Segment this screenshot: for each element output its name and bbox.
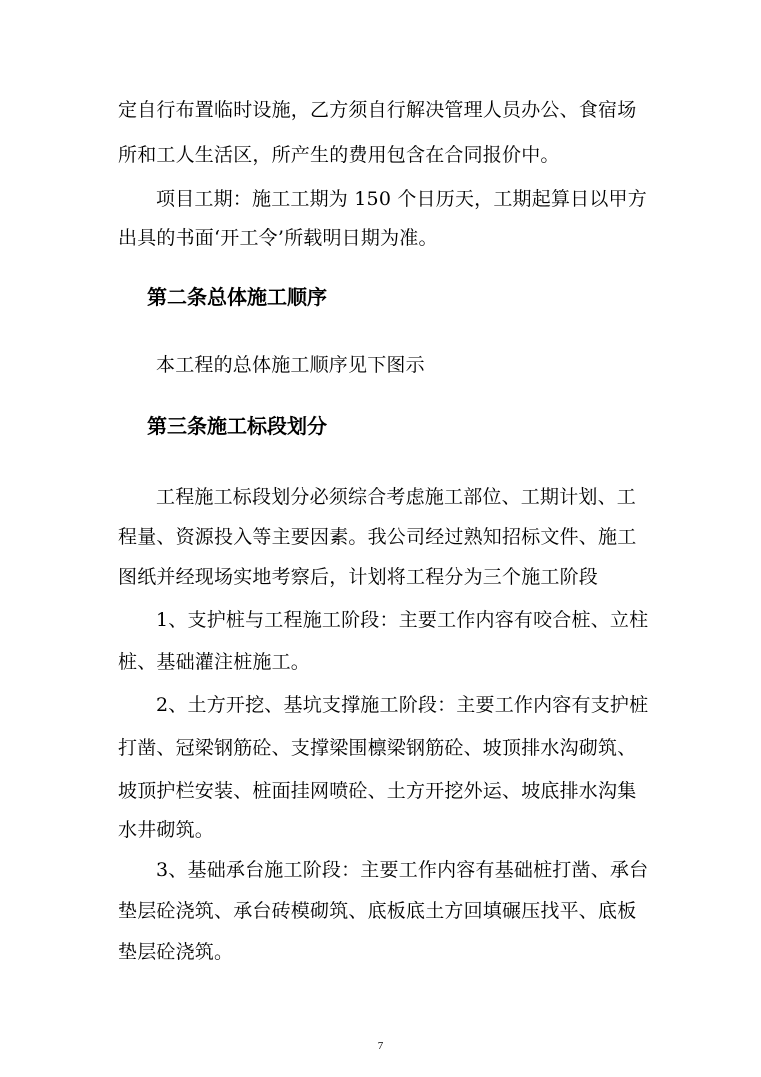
paragraph-line: 打凿、冠梁钢筋砼、支撑梁围檩梁钢筋砼、坡顶排水沟砌筑、	[118, 737, 637, 759]
paragraph-line: 程量、资源投入等主要因素。我公司经过熟知招标文件、施工	[118, 526, 637, 548]
paragraph-line: 本工程的总体施工顺序见下图示	[156, 354, 425, 376]
paragraph-line: 项目工期：施工工期为 150 个日历天，工期起算日以甲方	[156, 188, 647, 210]
paragraph-line: 垫层砼浇筑、承台砖模砌筑、底板底土方回填碾压找平、底板	[118, 900, 637, 922]
section-heading: 第三条施工标段划分	[147, 414, 327, 438]
section-heading: 第二条总体施工顺序	[147, 285, 327, 309]
page-number: 7	[377, 1040, 384, 1052]
paragraph-line: 水井砌筑。	[118, 819, 215, 841]
paragraph-line: 3、基础承台施工阶段：主要工作内容有基础桩打凿、承台	[156, 859, 649, 881]
paragraph-line: 图纸并经现场实地考察后，计划将工程分为三个施工阶段	[118, 566, 599, 588]
paragraph-line: 所和工人生活区，所产生的费用包含在合同报价中。	[118, 144, 560, 166]
paragraph-line: 桩、基础灌注桩施工。	[118, 651, 311, 673]
paragraph-line: 出具的书面‘开工令’所载明日期为准。	[118, 227, 438, 249]
paragraph-line: 1、支护桩与工程施工阶段：主要工作内容有咬合桩、立柱	[156, 609, 649, 631]
paragraph-line: 垫层砼浇筑。	[118, 941, 234, 963]
paragraph-line: 2、土方开挖、基坑支撑施工阶段：主要工作内容有支护桩	[156, 694, 649, 716]
paragraph-line: 定自行布置临时设施，乙方须自行解决管理人员办公、食宿场	[118, 99, 637, 121]
paragraph-line: 坡顶护栏安装、桩面挂网喷砼、土方开挖外运、坡底排水沟集	[118, 780, 637, 802]
paragraph-line: 工程施工标段划分必须综合考虑施工部位、工期计划、工	[156, 486, 637, 508]
